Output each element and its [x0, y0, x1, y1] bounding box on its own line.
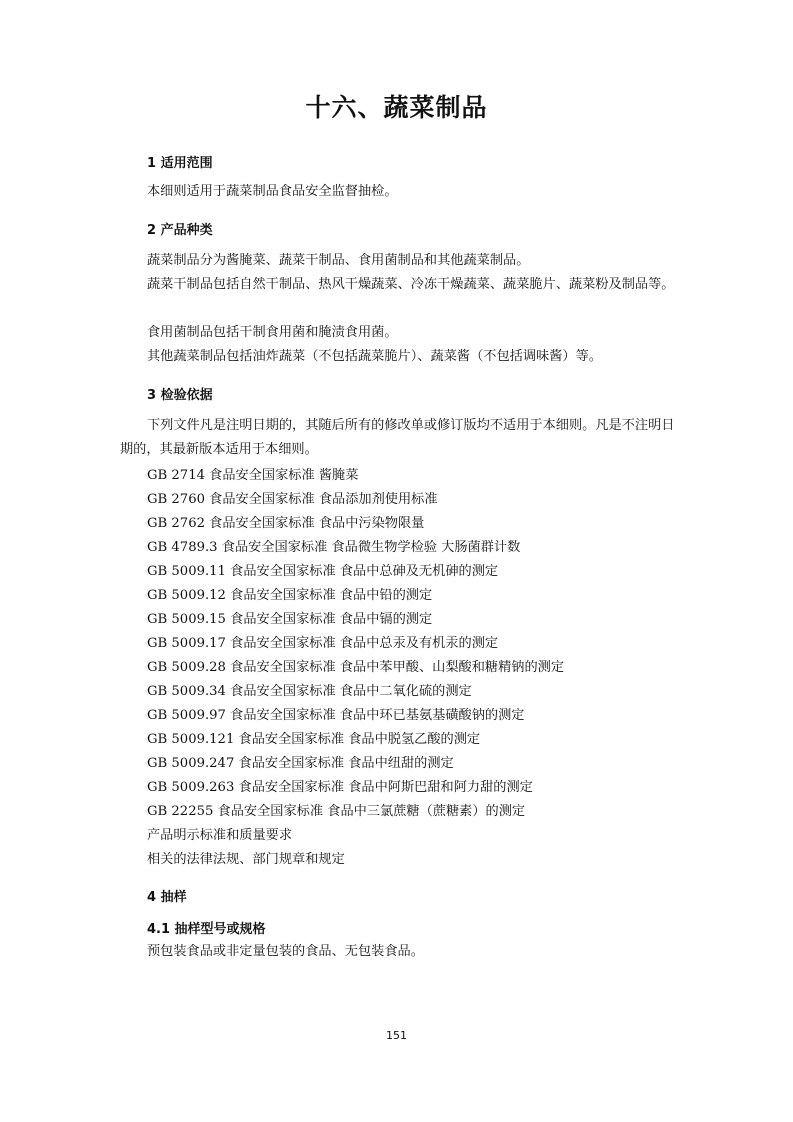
page-title: 十六、蔬菜制品 [305, 93, 488, 122]
reference-item: GB 5009.12 食品安全国家标准 食品中铅的测定 [147, 588, 433, 603]
reference-item: GB 5009.247 食品安全国家标准 食品中纽甜的测定 [147, 756, 454, 771]
section-4-1-heading: 4.1 抽样型号或规格 [147, 922, 266, 937]
section-3-heading: 3 检验依据 [147, 388, 213, 403]
section-2-paragraph-3: 食用菌制品包括干制食用菌和腌渍食用菌。 [147, 325, 398, 340]
section-2-heading: 2 产品种类 [147, 223, 213, 238]
reference-item: 产品明示标准和质量要求 [147, 828, 293, 843]
reference-item: GB 2762 食品安全国家标准 食品中污染物限量 [147, 516, 425, 531]
reference-item: GB 5009.97 食品安全国家标准 食品中环已基氨基磺酸钠的测定 [147, 708, 525, 723]
section-2-paragraph-2: 蔬菜干制品包括自然干制品、热风干燥蔬菜、冷冻干燥蔬菜、蔬菜脆片、蔬菜粉及制品等。 [147, 277, 675, 292]
reference-item: GB 5009.17 食品安全国家标准 食品中总汞及有机汞的测定 [147, 636, 499, 651]
reference-item: GB 5009.28 食品安全国家标准 食品中苯甲酸、山梨酸和糖精钠的测定 [147, 660, 565, 675]
reference-item: GB 5009.121 食品安全国家标准 食品中脱氢乙酸的测定 [147, 732, 481, 747]
section-2-paragraph-1: 蔬菜制品分为酱腌菜、蔬菜干制品、食用菌制品和其他蔬菜制品。 [147, 253, 530, 268]
reference-item: GB 2760 食品安全国家标准 食品添加剂使用标准 [147, 492, 438, 507]
reference-item: GB 5009.15 食品安全国家标准 食品中镉的测定 [147, 612, 433, 627]
section-1-heading: 1 适用范围 [147, 156, 213, 171]
section-4-heading: 4 抽样 [147, 890, 187, 905]
section-3-intro: 下列文件凡是注明日期的，其随后所有的修改单或修订版均不适用于本细则。凡是不注明日期的，其最新版本适用于本细则。 [120, 418, 675, 457]
reference-item: GB 5009.263 食品安全国家标准 食品中阿斯巴甜和阿力甜的测定 [147, 780, 533, 795]
reference-item: GB 22255 食品安全国家标准 食品中三氯蔗糖（蔗糖素）的测定 [147, 804, 526, 819]
reference-item: 相关的法律法规、部门规章和规定 [147, 852, 345, 867]
reference-item: GB 5009.11 食品安全国家标准 食品中总砷及无机砷的测定 [147, 564, 499, 579]
section-4-1-body: 预包装食品或非定量包装的食品、无包装食品。 [147, 944, 424, 959]
reference-item: GB 2714 食品安全国家标准 酱腌菜 [147, 468, 359, 483]
section-2-paragraph-4: 其他蔬菜制品包括油炸蔬菜（不包括蔬菜脆片）、蔬菜酱（不包括调味酱）等。 [147, 349, 602, 364]
reference-item: GB 4789.3 食品安全国家标准 食品微生物学检验 大肠菌群计数 [147, 540, 521, 555]
reference-item: GB 5009.34 食品安全国家标准 食品中二氧化硫的测定 [147, 684, 472, 699]
page-number: 151 [386, 1029, 407, 1042]
section-1-body: 本细则适用于蔬菜制品食品安全监督抽检。 [147, 184, 398, 199]
